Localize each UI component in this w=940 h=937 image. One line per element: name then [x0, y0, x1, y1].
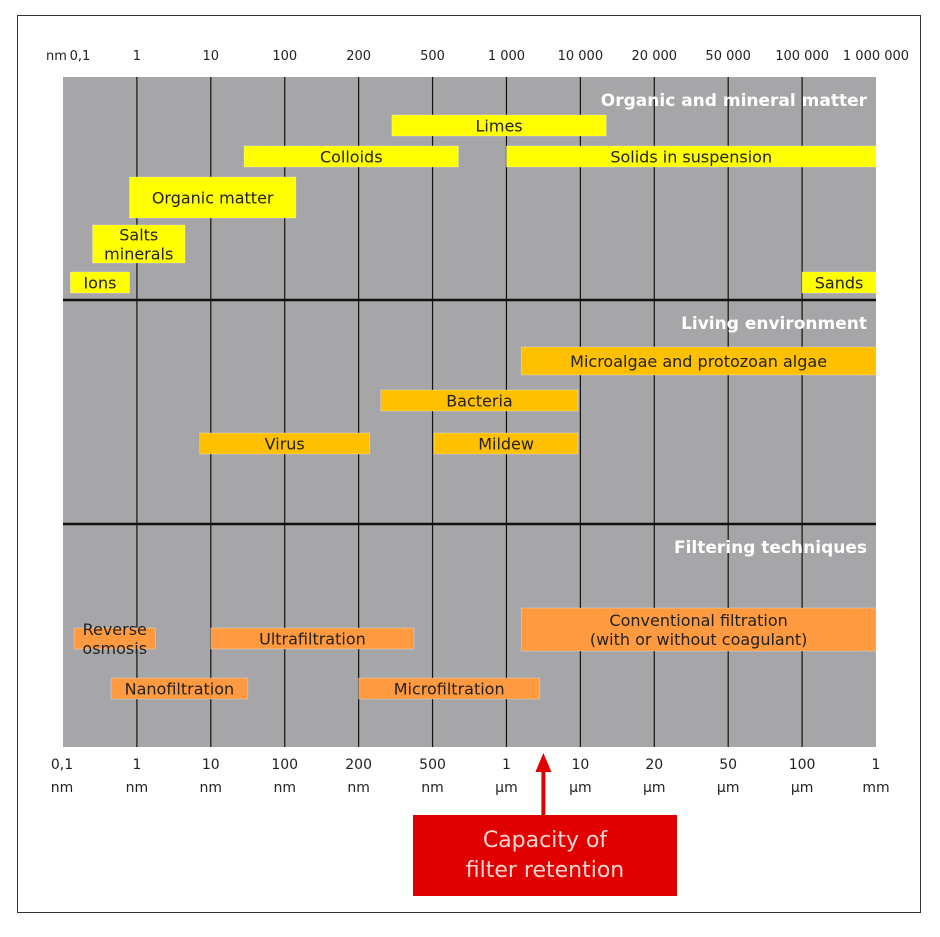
top-tick-label: 0,1	[69, 49, 91, 64]
range-bar	[381, 390, 578, 411]
range-bar-label: Nanofiltration	[124, 679, 235, 699]
top-tick-label: 200	[346, 49, 372, 64]
range-bar-label: osmosis	[82, 639, 148, 658]
top-tick-label: 20 000	[631, 49, 678, 64]
range-bar	[74, 620, 155, 658]
range-bar	[130, 177, 296, 218]
range-bar-label: Organic matter	[151, 188, 274, 208]
section-title: Filtering techniques	[673, 538, 867, 558]
bottom-tick-unit: nm	[199, 780, 223, 796]
bottom-tick-unit: µm	[716, 780, 740, 796]
range-bar	[802, 272, 876, 293]
range-bar-label: minerals	[104, 244, 174, 264]
bottom-tick-value: 100	[271, 757, 299, 773]
bottom-tick-value: 10	[571, 757, 590, 773]
range-bar-label: Limes	[475, 116, 523, 136]
axis-unit-label: nm	[46, 49, 67, 64]
bottom-tick-value: 1	[871, 757, 881, 773]
capacity-callout	[413, 815, 677, 896]
range-bar-label: (with or without coagulant)	[589, 630, 808, 649]
range-bar	[359, 678, 540, 699]
range-bar-label: Salts	[119, 225, 159, 245]
range-bar-label: Virus	[264, 434, 305, 454]
top-axis	[46, 49, 909, 64]
bottom-tick-unit: nm	[421, 780, 444, 796]
range-bar	[93, 225, 185, 264]
range-bar	[200, 433, 370, 454]
range-bar-label: Ions	[83, 273, 117, 293]
range-bar-label: Solids in suspension	[610, 147, 773, 167]
range-bar	[521, 347, 876, 375]
arrow-head	[535, 753, 551, 772]
bottom-tick-unit: µm	[790, 780, 814, 796]
bottom-tick-value: 0,1	[50, 757, 74, 773]
top-tick-label: 1 000 000	[842, 49, 910, 64]
range-bar	[211, 628, 414, 649]
bottom-tick-unit: nm	[347, 780, 370, 796]
bottom-tick-unit: nm	[50, 780, 74, 796]
bottom-tick-value: 100	[788, 757, 816, 773]
bottom-tick-unit: µm	[495, 780, 518, 796]
bottom-tick-value: 20	[645, 757, 664, 773]
range-bar-label: Mildew	[478, 434, 534, 454]
range-bar	[111, 678, 248, 699]
section-title: Living environment	[681, 314, 867, 334]
range-bar	[434, 433, 578, 454]
callout-line-1: Capacity of	[482, 827, 608, 853]
top-tick-label: 50 000	[705, 49, 751, 64]
bottom-tick-value: 10	[201, 757, 220, 773]
range-bar	[244, 146, 458, 167]
range-bar-label: Microfiltration	[393, 679, 505, 699]
bottom-tick-unit: mm	[862, 780, 890, 796]
bottom-axis	[51, 757, 890, 796]
bottom-tick-value: 1	[501, 757, 511, 773]
bottom-tick-unit: nm	[125, 780, 149, 796]
top-tick-label: 100	[272, 49, 298, 64]
top-tick-label: 1	[132, 49, 142, 64]
top-tick-label: 10 000	[557, 49, 604, 64]
top-tick-label: 100 000	[775, 49, 829, 64]
range-bar-label: Conventional filtration	[609, 611, 788, 630]
range-bar	[506, 146, 876, 167]
range-bar-label: Microalgae and protozoan algae	[570, 352, 828, 371]
bottom-tick-value: 200	[345, 757, 373, 773]
bottom-tick-unit: nm	[273, 780, 296, 796]
bottom-tick-value: 500	[419, 757, 446, 773]
top-tick-label: 1 000	[487, 49, 526, 64]
range-bar-label: Reverse	[82, 620, 147, 639]
bottom-tick-unit: µm	[569, 780, 592, 796]
range-bar-label: Sands	[814, 273, 864, 293]
section-title: Organic and mineral matter	[600, 91, 867, 111]
top-tick-label: 10	[202, 49, 220, 64]
range-bar-label: Bacteria	[446, 391, 513, 411]
bottom-tick-value: 50	[719, 757, 738, 773]
range-bar	[392, 115, 606, 136]
range-bar-label: Colloids	[319, 147, 383, 167]
retention-arrow	[535, 753, 551, 815]
top-tick-label: 500	[420, 49, 445, 64]
range-bar-label: Ultrafiltration	[259, 629, 366, 649]
bottom-tick-unit: µm	[642, 780, 666, 796]
range-bar	[70, 272, 129, 293]
callout-line-2: filter retention	[465, 857, 625, 883]
bottom-tick-value: 1	[132, 757, 142, 773]
range-bar	[521, 608, 876, 651]
